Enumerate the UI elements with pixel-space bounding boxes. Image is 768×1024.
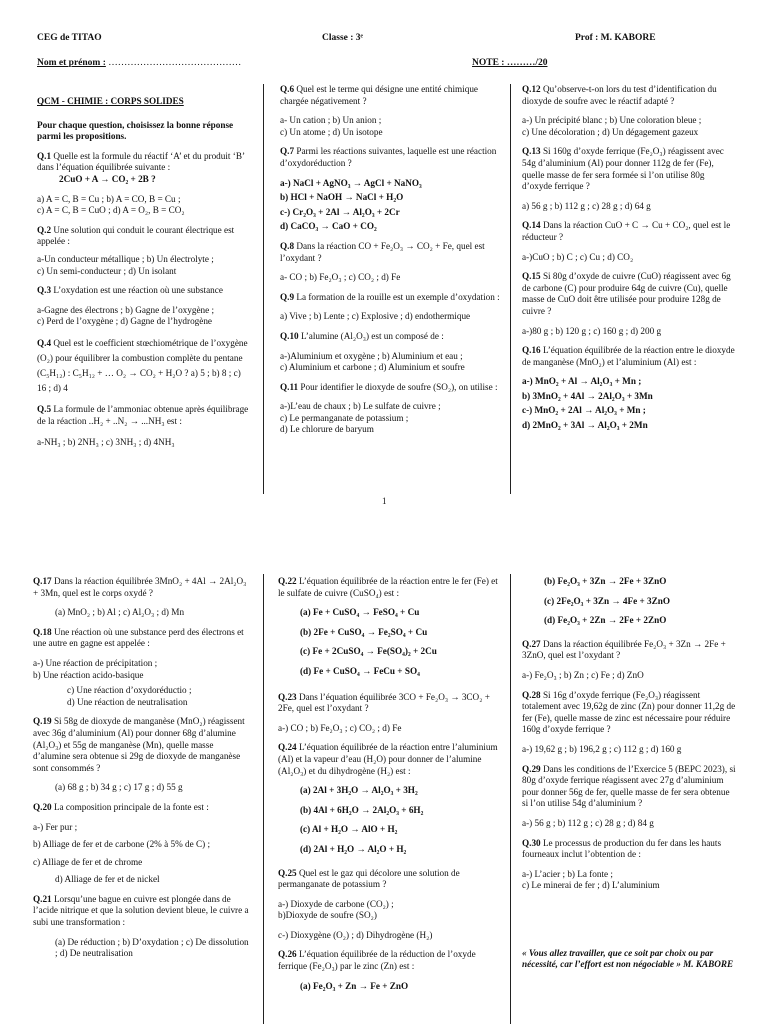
option[interactable]: a) A = C, B = Cu ; b) A = CO, B = Cu ; <box>37 193 181 204</box>
page-number: 1 <box>382 496 387 506</box>
question: Q.19 Si 58g de dioxyde de manganèse (MnO₂) réagissent avec 36g d’aluminium (Al) pour donner 68g d’alumine (Al₂O₃) et 55g de manganèse (Mn), quelle masse d’alumine sera obtenue si 29g de dioxyde de manganèse sont consommés ? <box>33 716 245 773</box>
option[interactable]: a- CO ; b) Fe₂O₃ ; c) CO₂ ; d) Fe <box>280 272 401 283</box>
question: Q.1 Quelle est la formule du réactif ‘A’ et du produit ‘B’ dans l’équation équilibrée suivante : 2CuO + A → CO₂ + 2B ? <box>37 150 245 184</box>
option[interactable]: (b) 2Fe + CuSO₄ → Fe₂SO₄ + Cu <box>300 626 428 637</box>
question: Q.22 L’équation équilibrée de la réaction entre le fer (Fe) et le sulfate de cuivre (CuSO₄) est : <box>278 576 498 598</box>
question: Q.26 L’équation équilibrée de la réduction de l’oxyde ferrique (Fe₂O₃) par le zinc (Zn) est : <box>278 949 476 972</box>
option[interactable]: a-NH₃ ; b) 2NH₃ ; c) 3NH₃ ; d) 4NH₃ <box>37 437 175 448</box>
option[interactable]: (d) Fe + CuSO₄ → FeCu + SO₄ <box>300 665 420 676</box>
name-dots: …………………………………… <box>108 58 242 68</box>
column-divider <box>263 574 264 1024</box>
option[interactable]: a-Un conducteur métallique ; b) Un électrolyte ; <box>37 253 214 264</box>
option[interactable]: c) A = C, B = CuO ; d) A = O₂, B = CO₂ <box>37 205 185 216</box>
option[interactable]: a-) CO ; b) Fe₂O₃ ; c) CO₂ ; d) Fe <box>278 722 402 733</box>
option[interactable]: c) Une décoloration ; d) Un dégagement gazeux <box>522 126 699 137</box>
question: Q.14 Dans la réaction CuO + C → Cu + CO₂, quel est le réducteur ? <box>522 220 731 242</box>
option[interactable]: a-) Fer pur ; <box>33 821 78 832</box>
option[interactable]: (d) 2Al + H₂O → Al₂O + H₂ <box>300 843 407 854</box>
question: Q.23 Dans l’équation équilibrée 3CO + Fe₂O₃ → 3CO₂ + 2Fe, quel est l’oxydant ? <box>278 691 490 714</box>
class-label: Classe : 3ᵉ <box>322 33 363 43</box>
option[interactable]: (d) Fe₂O₃ + 2Zn → 2Fe + 2ZnO <box>544 615 667 626</box>
option[interactable]: c) Un atome ; d) Un isotope <box>280 126 383 137</box>
option[interactable]: a) Vive ; b) Lente ; c) Explosive ; d) endothermique <box>280 311 471 322</box>
question: Q.2 Une solution qui conduit le courant électrique est appelée : <box>37 224 235 247</box>
option[interactable]: a-) L’acier ; b) La fonte ; <box>522 868 613 879</box>
option[interactable]: (a) Fe + CuSO₄ → FeSO₄ + Cu <box>300 607 420 618</box>
option[interactable]: (c) Fe + 2CuSO₄ → Fe(SO₄)₂ + 2Cu <box>300 646 437 657</box>
option[interactable]: (a) De réduction ; b) D’oxydation ; c) De dissolution ; d) De neutralisation <box>55 936 249 959</box>
option[interactable]: a-) MnO₂ + Al → Al₂O₃ + Mn ; <box>522 376 642 387</box>
option[interactable]: a- Un cation ; b) Un anion ; <box>280 115 382 126</box>
question: Q.15 Si 80g d’oxyde de cuivre (CuO) réagissent avec 6g de carbone (C) pour produire 64g de cuivre (Cu), quelle masse de CuO doit être utilisée pour produire 128g de cuivre ? <box>522 271 731 316</box>
option[interactable]: a-) 56 g ; b) 112 g ; c) 28 g ; d) 84 g <box>522 817 654 828</box>
option[interactable]: a-) Un précipité blanc ; b) Une coloration bleue ; <box>522 115 702 126</box>
question: Q.21 Lorsqu’une bague en cuivre est plongée dans de l’acide nitrique et que la solution devient bleue, le cuivre a subi une transformation : <box>33 893 249 928</box>
question: Q.16 L’équation équilibrée de la réaction entre le dioxyde de manganèse (MnO₂) et l’aluminium (Al) est : <box>522 345 735 367</box>
question: Q.5 La formule de l’ammoniac obtenue après équilibrage de la réaction ..H₂ + ..N₂ → ...NH₃ est : <box>37 403 249 426</box>
option[interactable]: b)Dioxyde de soufre (SO₂) <box>278 910 377 921</box>
option[interactable]: c) Perd de l’oxygène ; d) Gagne de l’hydrogène <box>37 316 213 327</box>
column-2 <box>280 84 502 436</box>
option[interactable]: c) Le permanganate de potassium ; <box>280 412 409 423</box>
option[interactable]: (b) Fe₂O₃ + 3Zn → 2Fe + 3ZnO <box>544 576 667 586</box>
option[interactable]: c) Une réaction d’oxydoréductio ; <box>67 685 192 696</box>
option[interactable]: (a) MnO₂ ; b) Al ; c) Al₂O₃ ; d) Mn <box>55 607 185 618</box>
option[interactable]: b) HCl + NaOH → NaCl + H₂O <box>280 192 404 203</box>
option[interactable]: a-) Dioxyde de carbone (CO₂) ; <box>278 898 394 909</box>
name-label: Nom et prénom : <box>37 58 106 68</box>
option[interactable]: d) CaCO₃ → CaO + CO₂ <box>280 221 377 232</box>
question: Q.27 Dans la réaction équilibrée Fe₂O₃ + 3Zn → 2Fe + 3ZnO, quel est l’oxydant ? <box>522 638 726 661</box>
column-divider <box>510 574 511 1024</box>
closing-quote: « Vous allez travailler, que ce soit par choix ou par nécessité, car l’effort est non négociable » M. KABORE <box>522 947 734 970</box>
option[interactable]: a-) Fe₂O₃ ; b) Zn ; c) Fe ; d) ZnO <box>522 669 644 680</box>
option[interactable]: (c) 2Fe₂O₃ + 3Zn → 4Fe + 3ZnO <box>544 595 670 606</box>
option[interactable]: c-) Dioxygène (O₂) ; d) Dihydrogène (H₂) <box>278 929 433 940</box>
option[interactable]: b) 3MnO₂ + 4Al → 2Al₂O₃ + 3Mn <box>522 390 653 401</box>
question: Q.12 Qu’observe-t-on lors du test d’identification du dioxyde de soufre avec le réactif adapté ? <box>522 84 717 106</box>
option[interactable]: a-)CuO ; b) C ; c) Cu ; d) CO₂ <box>522 251 634 262</box>
question: Q.9 La formation de la rouille est un exemple d’oxydation : <box>280 291 500 302</box>
question: Q.28 Si 16g d’oxyde ferrique (Fe₂O₃) réagissent totalement avec 19,62g de zinc (Zn) pour donner 11,2g de fer (Fe), quelle masse de zinc est nécessaire pour réduire 160g d’oxyde ferrique ? <box>522 689 736 735</box>
school-name: CEG de TITAO <box>37 33 102 43</box>
question: Q.10 L’alumine (Al₂O₃) est un composé de : <box>280 330 444 341</box>
option[interactable]: d) 2MnO₂ + 3Al → Al₂O₃ + 2Mn <box>522 420 648 431</box>
option[interactable]: c) Le minerai de fer ; d) L’aluminium <box>522 880 660 891</box>
option[interactable]: a-Gagne des électrons ; b) Gagne de l’oxygène ; <box>37 304 215 315</box>
option[interactable]: a-) Une réaction de précipitation ; <box>33 657 158 668</box>
option[interactable]: a-)L’eau de chaux ; b) Le sulfate de cuivre ; <box>280 401 441 412</box>
column-6 <box>522 576 736 979</box>
question: Q.17 Dans la réaction équilibrée 3MnO₂ + 4Al → 2Al₂O₃ + 3Mn, quel est le corps oxydé ? <box>33 576 247 598</box>
option[interactable]: c) Alliage de fer et de chrome <box>33 856 143 867</box>
option[interactable]: (a) 68 g ; b) 34 g ; c) 17 g ; d) 55 g <box>55 782 183 793</box>
option[interactable]: d) Alliage de fer et de nickel <box>55 874 160 885</box>
option[interactable]: d) Une réaction de neutralisation <box>67 696 188 707</box>
option[interactable]: d) Le chlorure de baryum <box>280 424 374 435</box>
option[interactable]: (b) 4Al + 6H₂O → 2Al₂O₃ + 6H₂ <box>300 804 424 815</box>
column-divider <box>263 84 264 494</box>
qcm-title: QCM - CHIMIE : CORPS SOLIDES <box>37 96 184 106</box>
column-4 <box>33 576 251 968</box>
column-3 <box>522 84 736 435</box>
option[interactable]: c) Un semi-conducteur ; d) Un isolant <box>37 265 177 276</box>
question: Q.7 Parmi les réactions suivantes, laquelle est une réaction d’oxydoréduction ? <box>280 146 497 168</box>
instruction: Pour chaque question, choisissez la bonne réponse parmi les propositions. <box>37 119 234 142</box>
question: Q.11 Pour identifier le dioxyde de soufre (SO₂), on utilise : <box>280 381 498 392</box>
question: Q.29 Dans les conditions de l’Exercice 5 (BEPC 2023), si 80g d’oxyde ferrique réagissent avec 27g d’aluminium pour donner 56g de fer, quelle masse de fer sera obtenue si l’on utilise 54g d’aluminium ? <box>522 763 736 809</box>
question: Q.8 Dans la réaction CO + Fe₂O₃ → CO₂ + Fe, quel est l’oxydant ? <box>280 240 485 263</box>
question: Q.3 L’oxydation est une réaction où une substance <box>37 285 223 296</box>
column-divider <box>510 84 511 494</box>
question: Q.4 Quel est le coefficient stœchiométrique de l’oxygène (O₂) pour équilibrer la combustion complète du pentane (C₅H₁₂) : C₅H₁₂ + … O₂ → CO₂ + H₂O ? a) 5 ; b) 8 ; c) 16 ; d) 4 <box>37 337 248 393</box>
column-5 <box>278 576 500 995</box>
question: Q.18 Une réaction où une substance perd des électrons et une autre en gagne est appelée : <box>33 626 244 649</box>
option[interactable]: c-) MnO₂ + 2Al → Al₂O₃ + Mn ; <box>522 405 646 416</box>
question: Q.25 Quel est le gaz qui décolore une solution de permanganate de potassium ? <box>278 867 460 890</box>
option[interactable]: b) Une réaction acido-basique <box>33 669 144 680</box>
teacher-label: Prof : M. KABORE <box>575 33 656 43</box>
question: Q.20 La composition principale de la fonte est : <box>33 801 209 812</box>
option[interactable]: a) 56 g ; b) 112 g ; c) 28 g ; d) 64 g <box>522 200 651 211</box>
option[interactable]: (a) 2Al + 3H₂O → Al₂O₃ + 3H₂ <box>300 785 418 796</box>
question: Q.13 Si 160g d’oxyde ferrique (Fe₂O₃) réagissent avec 54g d’aluminium (Al) pour donner 112g de fer (Fe), quelle masse de fer sera formée si l’on utilise 80g d’oxyde ferrique ? <box>522 146 724 192</box>
question: Q.24 L’équation équilibrée de la réaction entre l’aluminium (Al) et la vapeur d’eau (H₂O) pour donner de l’alumine (Al₂O₃) et du dihydrogène (H₂) est : <box>278 742 498 776</box>
option[interactable]: (c) Al + H₂O → AlO + H₂ <box>300 824 398 835</box>
question: Q.30 Le processus de production du fer dans les hauts fourneaux inclut l’obtention de : <box>522 837 722 860</box>
option[interactable]: b) Alliage de fer et de carbone (2% à 5% de C) ; <box>33 839 211 850</box>
option[interactable]: c-) Cr₂O₃ + 2Al → Al₂O₃ + 2Cr <box>280 206 400 217</box>
option[interactable]: c) Aluminium et carbone ; d) Aluminium et soufre <box>280 362 465 373</box>
option[interactable]: a-)Aluminium et oxygène ; b) Aluminium et eau ; <box>280 350 463 361</box>
question: Q.6 Quel est le terme qui désigne une entité chimique chargée négativement ? <box>280 84 478 106</box>
option[interactable]: a-) NaCl + AgNO₃ → AgCl + NaNO₃ <box>280 177 422 188</box>
option[interactable]: a-)80 g ; b) 120 g ; c) 160 g ; d) 200 g <box>522 325 662 336</box>
name-line <box>37 58 241 70</box>
option[interactable]: (a) Fe₂O₃ + Zn → Fe + ZnO <box>300 980 409 991</box>
option[interactable]: a-) 19,62 g ; b) 196,2 g ; c) 112 g ; d) 160 g <box>522 743 682 754</box>
note-label: NOTE : ………/20 <box>472 58 548 68</box>
column-1 <box>37 96 251 457</box>
